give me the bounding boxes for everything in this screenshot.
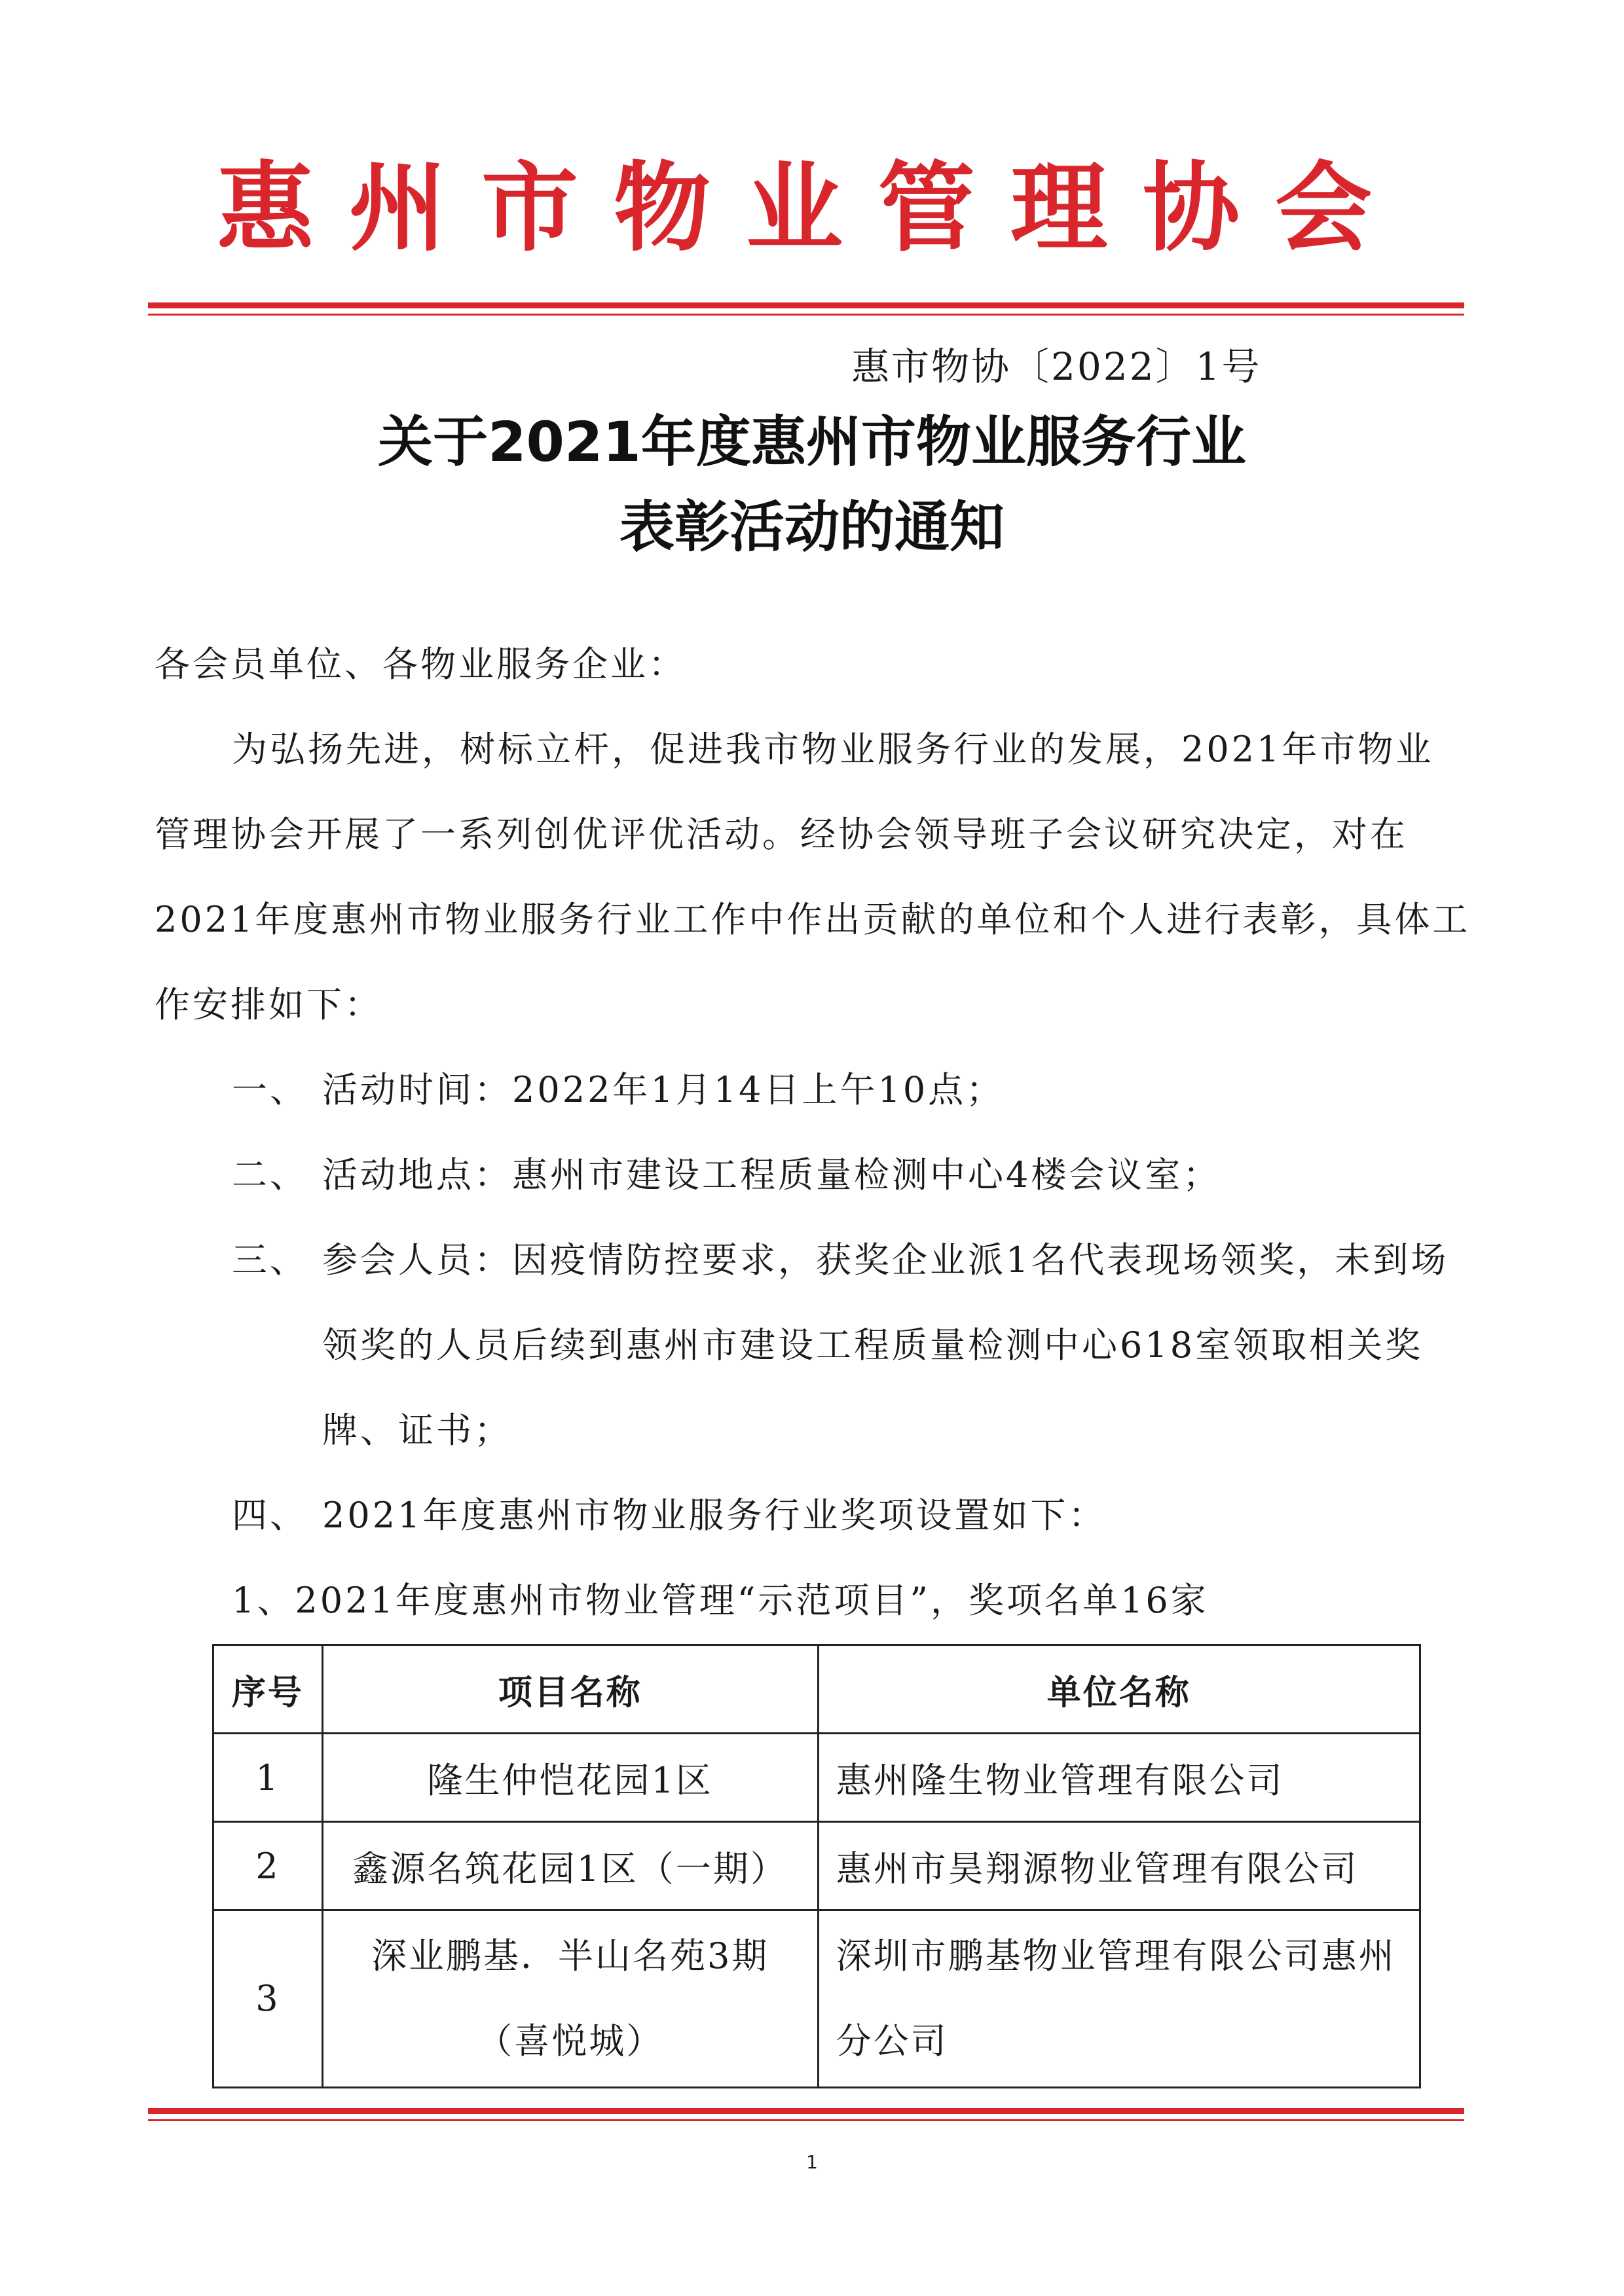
footer-rule-thick — [148, 2108, 1464, 2114]
salutation: 各会员单位、各物业服务企业： — [155, 644, 686, 685]
cell-unit-name: 惠州隆生物业管理有限公司 — [818, 1734, 1420, 1822]
list-item — [155, 1048, 1471, 1133]
footer-rule-thin — [148, 2119, 1464, 2121]
list-item-number: 四、 — [232, 1495, 308, 1536]
header-unit-name: 单位名称 — [818, 1645, 1420, 1734]
page-number: 1 — [806, 2151, 818, 2173]
cell-unit-name: 深圳市鹏基物业管理有限公司惠州分公司 — [818, 1910, 1420, 2088]
header-rule-thin — [148, 314, 1464, 316]
list-item — [155, 1133, 1471, 1218]
cell-unit-name: 惠州市昊翔源物业管理有限公司 — [818, 1822, 1420, 1910]
header-project-name: 项目名称 — [322, 1645, 818, 1734]
list-item-text: 2021年度惠州市物业服务行业奖项设置如下： — [322, 1495, 1107, 1536]
list-item — [155, 1473, 1471, 1558]
list-item-number: 一、 — [232, 1069, 308, 1110]
cell-serial-number: 1 — [213, 1734, 323, 1822]
table-row — [213, 1734, 1420, 1822]
title-line-2: 表彰活动的通知 — [619, 495, 1005, 559]
cell-project-name: 鑫源名筑花园1区（一期） — [322, 1822, 818, 1910]
organization-header: 惠州市物业管理协会 — [217, 152, 1407, 264]
cell-serial-number: 2 — [213, 1822, 323, 1910]
list-item-text: 活动时间：2022年1月14日上午10点； — [322, 1069, 1005, 1110]
award-table — [212, 1644, 1421, 2088]
list-item-text: 参会人员：因疫情防控要求，获奖企业派1名代表现场领奖，未到场领奖的人员后续到惠州市建设工程质量检测中心618室领取相关奖牌、证书； — [322, 1239, 1449, 1451]
notice-body — [155, 622, 1471, 1643]
cell-project-name: 深业鹏基．半山名苑3期（喜悦城） — [322, 1910, 818, 2088]
table-row — [213, 1910, 1420, 2088]
header-serial-number: 序号 — [213, 1645, 323, 1734]
list-item-number: 二、 — [232, 1154, 308, 1195]
cell-project-name: 隆生仲恺花园1区 — [322, 1734, 818, 1822]
table-row — [213, 1822, 1420, 1910]
list-item-text: 活动地点：惠州市建设工程质量检测中心4楼会议室； — [322, 1154, 1221, 1195]
cell-serial-number: 3 — [213, 1910, 323, 2088]
intro-paragraph: 为弘扬先进，树标立杆，促进我市物业服务行业的发展，2021年市物业管理协会开展了一系列创优评优活动。经协会领导班子会议研究决定，对在2021年度惠州市物业服务行业工作中作出贡献的单位和个人进行表彰，具体工作安排如下： — [155, 729, 1471, 1025]
document-number: 惠市物协〔2022〕1号 — [851, 344, 1262, 389]
title-line-1: 关于2021年度惠州市物业服务行业 — [378, 410, 1246, 474]
header-rule-thick — [148, 302, 1464, 308]
section-subheading: 1、2021年度惠州市物业管理“示范项目”，奖项名单16家 — [232, 1580, 1209, 1621]
table-header-row — [213, 1645, 1420, 1734]
list-item-number: 三、 — [232, 1239, 308, 1281]
list-item — [155, 1218, 1471, 1473]
